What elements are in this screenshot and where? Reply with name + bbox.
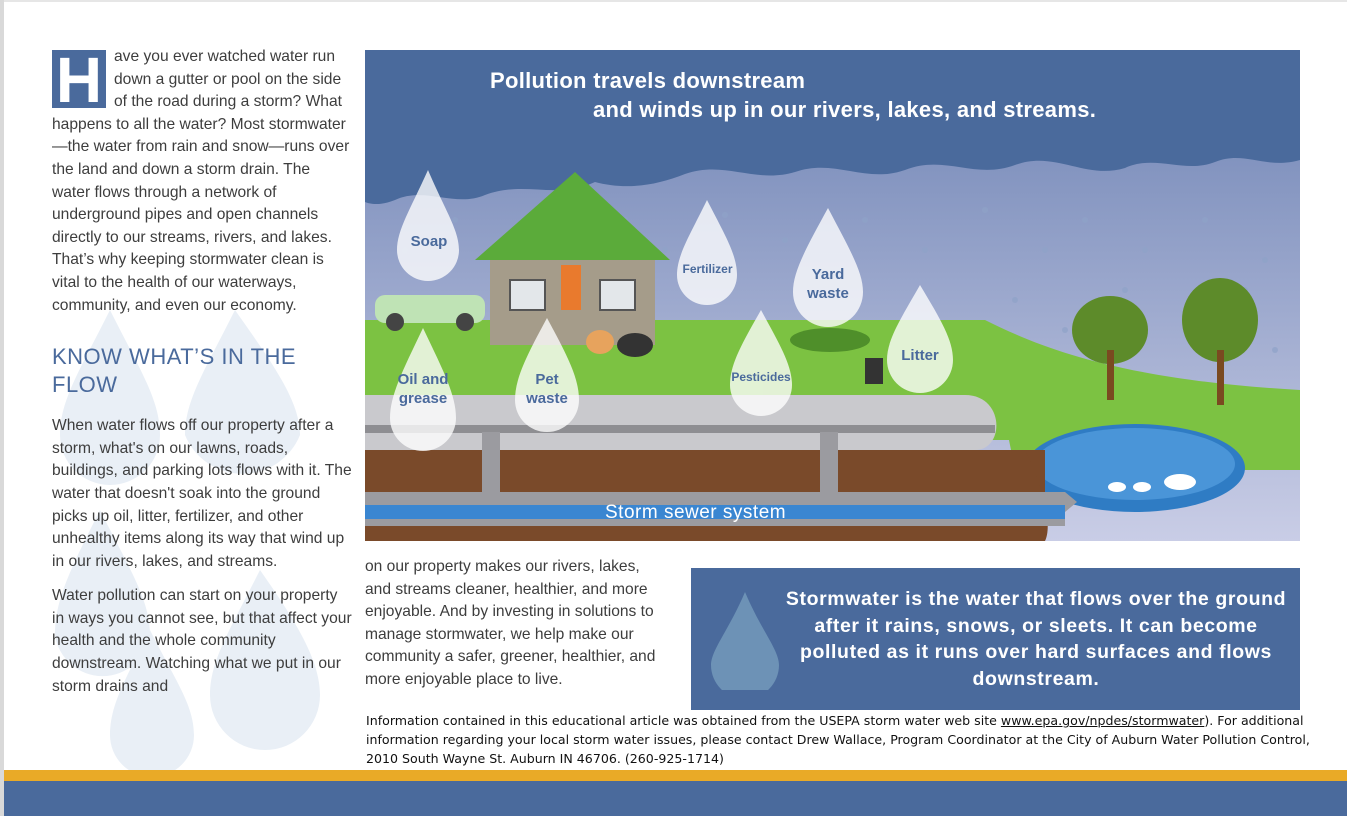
section-heading: KNOW WHAT’S IN THE FLOW (52, 344, 297, 398)
footer-gold-stripe (4, 770, 1347, 781)
label-litter: Litter (901, 347, 939, 364)
footer-blue-band (4, 781, 1347, 816)
label-storm-sewer-system: Storm sewer system (605, 502, 787, 523)
article-left-column (52, 46, 352, 698)
body-paragraph-3: Water pollution can start on your property in ways you cannot see, but that affect your health and the whole community downstream. Watching what we put in our storm drains and (52, 587, 352, 695)
label-pesticides: Pesticides (731, 370, 791, 384)
label-oil-and-grease: Oil and grease (397, 371, 449, 407)
stormwater-illustration (365, 50, 1300, 541)
callout-text: Stormwater is the water that flows over the ground after it rains, snows, or sleets. It can become polluted as it runs over hard surfaces and flows downstream. (785, 588, 1287, 690)
info-text-before-link: Information contained in this educational article was obtained from the USEPA storm water web site (366, 713, 1001, 728)
body-paragraph-3-continued: on our property makes our rivers, lakes, and streams cleaner, healthier, and more enjoyable. And by investing in solutions to manage stormwater, we help make our community a safer, greener, healthier, and more enjoyable place to live. (365, 558, 656, 688)
article-continued-column (365, 556, 665, 692)
intro-paragraph: ave you ever watched water run down a gutter or pool on the side of the road during a storm? What happens to all the water? Most stormwater—the water from rain and snow—runs over the land and down a storm drain. The water flows through a network of underground pipes and open channels directly to our streams, rivers, and lakes. That’s why keeping stormwater clean is vital to the health of our waterways, community, and even our economy. (52, 48, 350, 314)
info-text-after-link: ). For additional information regarding your local storm water issues, please contact Drew Wallace, Program Coordinator at the City of Auburn Water Pollution Control, 2010 South Wayne St. Auburn IN 46706. (260-925-1714) (366, 713, 1310, 766)
water-drop-icon (709, 590, 781, 690)
label-soap: Soap (410, 233, 448, 250)
label-pet-waste: Pet waste (526, 371, 568, 407)
stormwater-callout-box (691, 568, 1300, 710)
page-top-border (0, 0, 1347, 2)
drop-cap: H (52, 50, 106, 108)
page-left-border (0, 0, 4, 816)
illustration-title-line-1: Pollution travels downstream (490, 68, 806, 93)
epa-stormwater-link[interactable]: www.epa.gov/npdes/stormwater (1000, 713, 1205, 728)
label-yard-waste: Yard waste (807, 266, 849, 302)
illustration-title-line-2: and winds up in our rivers, lakes, and streams. (593, 97, 1097, 122)
body-paragraph-2: When water flows off our property after a storm, what's on our lawns, roads, buildings, and parking lots flows with it. The water that doesn't soak into the ground picks up oil, litter, fertilizer, and other unhealthy items along its way that wind up in our rivers, lakes, and streams. (52, 417, 352, 570)
source-info-text (366, 711, 1326, 768)
label-fertilizer: Fertilizer (682, 262, 733, 276)
